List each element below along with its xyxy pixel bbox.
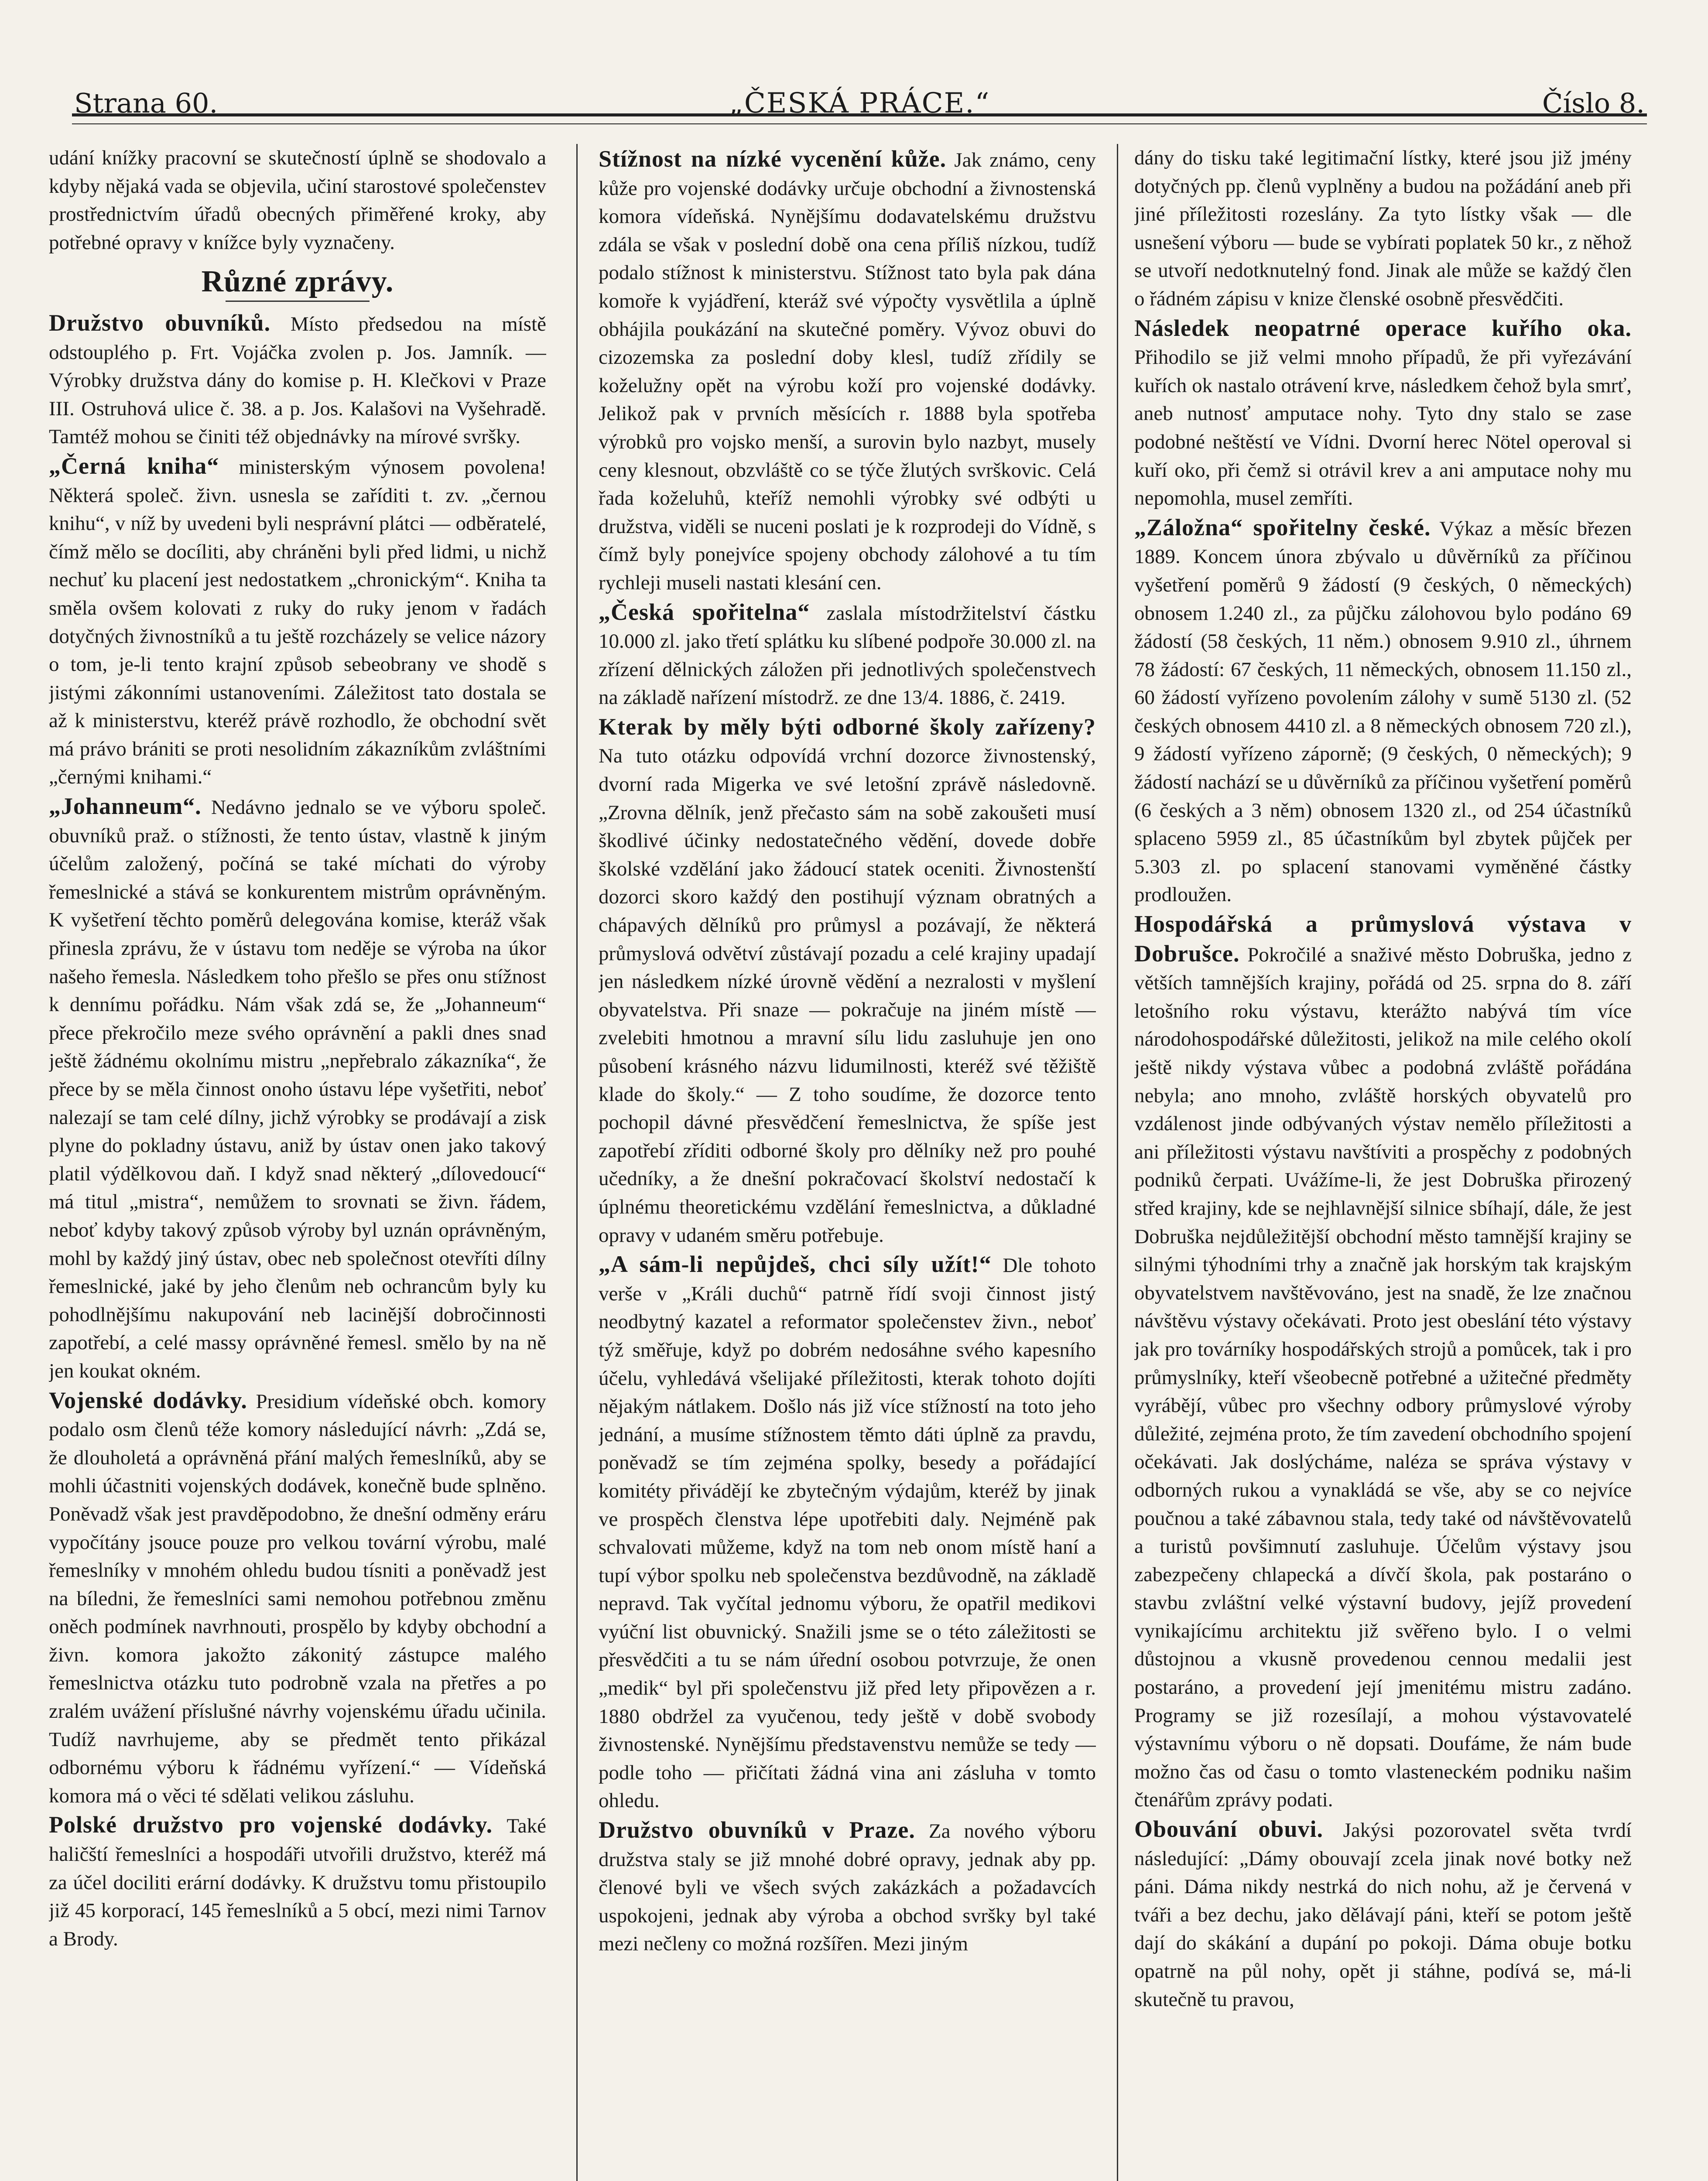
article-lead: Obouvání obuvi. (1134, 1816, 1323, 1843)
article (599, 598, 1096, 712)
article (49, 1386, 546, 1810)
article-lead: „Česká spořitelna“ (599, 598, 810, 625)
article-lead: „A sám-li nepůjdeš, chci síly užít!“ (599, 1251, 992, 1278)
header-rule (72, 113, 1647, 124)
page-number: Strana 60. (74, 87, 218, 119)
continued-paragraph: udání knížky pracovní se skutečností úplně se shodovalo a kdyby nějaká vada se objevila, učiní starostové společenstev prostřednictvím úřadů obecných přiměřené kroky, aby potřebné opravy v knížce byly vyznačeny. (49, 147, 546, 254)
article (1134, 314, 1632, 513)
article-lead: Polské družstvo pro vojenské dodávky. (49, 1812, 493, 1838)
article-text: Místo předsedou na místě odstouplého p. Frt. Vojáčka zvolen p. Jos. Jamník. — Výrobky družstva dány do komise p. H. Klečkovi v Praze III. Ostruhová ulice č. 38. a p. Jos. Kalašovi na Vyšehradě. Tamtéž mohou se činiti též objednávky na mírové svršky. (49, 312, 546, 448)
section-heading: Různé zprávy. (201, 265, 394, 299)
article (599, 1816, 1096, 1958)
article-text: Nedávno jednalo se ve výboru společ. obuvníků praž. o stížnosti, že tento ústav, vlastně k jiným účelům založený, počíná se také míchati do výroby řemeslnické a stává se konkurentem mistrům oprávněným. K vyšetření těchto poměrů delegována komise, kteráž však přinesla zprávu, že v ústavu tom neděje se výroba na úkor našeho řemesla. Následkem toho přešlo se přes onu stížnost k dennímu pořádku. Nám však zdá se, že „Johanneum“ přece překročilo meze svého oprávnění a pakli dnes snad ještě žádnému okolnímu mistru „nepřebralo zákazníka“, že přece by se měla činnost onoho ústavu lépe vyšetřiti, neboť nalezají se tam celé dílny, jichž výrobky se prodávají a zisk plyne do pokladny ústavu, aniž by ústav onen jako takový platil výdělkovou daň. I když snad některý „dílovedoucí“ má titul „mistra“, nemůžem to srovnati se živn. řádem, neboť kdyby takový způsob výroby byl uznán oprávněným, mohl by každý jiný ústav, obec neb společnost otevříti dílny řemeslnické, jaké by jeho členům neb ochrancům byly ku pohodlnějšímu nakupování neb lacinější dobročinnosti zapotřebí, a celé massy oprávněné řemesl. smělo by na ně jen koukat okném. (49, 796, 546, 1382)
article (1134, 910, 1632, 1814)
article-text: Jak známo, ceny kůže pro vojenské dodávky určuje obchodní a živnostenská komora vídeňská. Nynějšímu dodavatelskému družstvu zdála se však v poslední době ona cena příliš nízkou, tudíž podalo stížnost k ministerstvu. Stížnost tato byla pak dána komoře k vyjádření, kteráž své výpočty vysvětlila a úplně obhájila poukázání na skutečné poměry. Vývoz obuvi do cizozemska za poslední doby klesl, tudíž zřídily se koželužny opět na výrobu koží pro vojenské dodávky. Jelikož pak v prvních měsících r. 1888 byla spotřeba výrobků pro vojsko menší, a surovin bylo nazbyt, musely ceny klesnout, obzvláště co se týče žlutých svrškovic. Celá řada koželuhů, kteříž nemohli výrobky své odbýti u družstva, viděli se nuceni poslati je k rozprodeji do Vídně, s čímž byly ponejvíce spojeny obchody zálohové a tu tím rychleji museli nastati klesání cen. (599, 149, 1096, 594)
column-divider (1117, 144, 1118, 2181)
article-text: Jakýsi pozorovatel světa tvrdí následující: „Dámy obouvají zcela jinak nové botky než páni. Dáma nikdy nestrká do nich nohu, až je červená v tváři a bez dechu, jako dělávají páni, kteří se potom ještě dají do skákání a dupání po pokoji. Dáma obuje botku opatrně na půl nohy, opět ji stáhne, podívá se, má-li skutečně tu pravou, (1134, 1819, 1632, 2011)
column-left (49, 144, 546, 2181)
article (49, 1811, 546, 1953)
article (49, 309, 546, 451)
article-lead: Družstvo obuvníků. (49, 309, 271, 336)
column-middle (599, 144, 1096, 2181)
article-text: Pokročilé a snaživé město Dobruška, jedno z větších tamnějších krajiny, pořádá od 25. srpna do 8. září letošního roku výstavu, kterážto nabývá tím více národohospodářské důležitosti, jelikož na mile celého okolí ještě nikdy výstava vůbec a podobná zvláště pořádána nebyla; ano mnoho, zvláště horských obyvatelů pro vzdálenost jinde odbývaných výstav nemělo příležitosti a ani příležitosti výstavu navštíviti a prospěchy z podobných podniků čerpati. Uvážíme-li, že jest Dobruška přirozený střed krajiny, kde se nejhlavnější silnice sbíhají, dále, že jest Dobruška nejdůležitější obchodní město tamnější krajiny se silnými týhodními trhy a značně jak horským tak krajským obyvatelstvem navštěvováno, jest na snadě, že lze značnou návštěvu výstavy očekávati. Proto jest obeslání této výstavy jak pro továrníky hospodářských strojů a pomůcek, tak i pro průmyslníky, kteří všeobecně potřebné a užitečné předměty vyrábějí, vůbec pro všechny odbory průmyslové výroby důležité, zejména proto, že tím zavedení obchodního spojení očekávati. Jak doslýcháme, naléza se správa výstavy v odborných rukou a vynakládá se vše, aby se co nejvíce poučnou a také zábavnou stala, tedy také od návštěvovatelů a turistů povšimnutí zasluhuje. Účelům výstavy jsou zabezpečeny chlapecká a dívčí škola, pak postaráno o stavbu zvláštní velké výstavní budovy, jejíž provedení vynikajícímu architektu již svěřeno bylo. I o velmi důstojnou a vkusně provedenou cennou medalii jest postaráno, a provedení její jmenitému mistru zadáno. Programy se již rozesílají, a mohou výstavovatelé výstavnímu výboru o ně dopsati. Doufáme, že nám bude možno čas od času o tomto vlasteneckém podniku našim čtenářům zprávy podati. (1134, 943, 1632, 1812)
article-text: Na tuto otázku odpovídá vrchní dozorce živnostenský, dvorní rada Migerka ve své letošní zprávě následovně. „Zrovna dělník, jenž přečasto sám na sobě zakoušeti musí škodlivé účinky nedostatečného vědění, dovede dobře školské vzdělání jako žádoucí statek oceniti. Živnostenští dozorci skoro každý den postihují význam obratných a chápavých dělníků pro průmysl a pozávají, že některá průmyslová odvětví zůstávají pozadu a celé krajiny upadají jen následkem nízké úrovně vědění a nezralosti v myšlení obyvatelstva. Při snaze — pokračuje na jiném místě — zvelebiti hmotnou a mravní sílu lidu zasluhuje jen ono působení krásného názvu lidumilnosti, kteréž své těžiště klade do školy.“ — Z toho soudíme, že dozorce tento pochopil dávné přesvědčení řemeslnictva, že spíše jest zapotřebí zříditi odborné školy pro dělníky než pro pouhé učedníky, a že dnešní pokračovací školství nedostačí k úplnému theoretickému vzdělání řemeslnictva, a důkladné opravy v udaném směru potřebuje. (599, 745, 1096, 1247)
article-lead: Hospodářská a průmyslová výstava v Dobrušce. (1134, 911, 1632, 967)
issue-number: Číslo 8. (1542, 87, 1645, 119)
article-text: Dle tohoto verše v „Králi duchů“ patrně řídí svoji činnost jistý neodbytný kazatel a reformator společenstev živn., neboť týž směřuje, když po dobrém nedosáhne svého kapesního účelu, vyhledává všelijaké příležitosti, kterak tohoto dojíti nějakým nátlakem. Došlo nás již více stížností na toto jeho jednání, a musíme stížnostem těmto dáti úplně za pravdu, poněvadž se tím zejména spolky, besedy a pořádající komitéty přivádějí ke zbytečným výdajům, kteréž by jinak ve prospěch členstva lépe upotřebiti daly. Nejméně pak schvalovati můžeme, když na tom neb onom místě haní a tupí výbor spolku neb společenstva bezdůvodně, na základě nepravd. Tak vyčítal jednomu výboru, že opatřil medikovi vyúční list obuvnický. Snažili jsme se o této záležitosti se přesvědčiti a tu se nám úřední osobou potvrzuje, že onen „medik“ byl při společenstvu již před lety připovězen a r. 1880 obdržel za vyučenou, tedy ještě v době svobody živnostenské. Nynějšímu představenstvu nemůže se tedy — podle toho — přičítati žádná vina ani zásluha v tomto ohledu. (599, 1254, 1096, 1812)
article-lead: Vojenské dodávky. (49, 1387, 247, 1413)
article (599, 1250, 1096, 1815)
article-lead: „Černá kniha“ (49, 452, 219, 479)
article (1134, 513, 1632, 909)
article-lead: Družstvo obuvníků v Praze. (599, 1817, 915, 1843)
article-lead: „Johanneum“. (49, 793, 202, 820)
article (599, 145, 1096, 597)
article-lead: Stížnost na nízké vycenění kůže. (599, 146, 947, 172)
continued-paragraph: dány do tisku také legitimační lístky, které jsou již jmény dotyčných pp. členů vyplněny a budou na požádání aneb při jiné příležitosti rozeslány. Za tyto lístky však — dle usnešení výboru — bude se vybírati poplatek 50 kr., z něhož se utvoří nedotknutelný fond. Jinak ale může se každý člen o řádném zápisu v knize členské osobně přesvědčiti. (1134, 147, 1632, 310)
article (49, 792, 546, 1385)
article-text: Presidium vídeňské obch. komory podalo osm členů téže komory následující návrh: „Zdá se, že dlouholetá a oprávněná přání malých řemeslníků, aby se mohli účastniti vojenských dodávek, konečně bude splněno. Poněvadž však jest pravděpodobno, že dnešní odměny eráru vypočítány jsouce pouze pro velkou tovární výrobu, malé řemeslníky v mnohém ohledu budou tísniti a poněvadž jest na bíledni, že řemeslníci sami nemohou potřebnou změnu oněch podmínek navrhnouti, prospělo by kdyby obchodní a živn. komora jakožto zákonitý zástupce malého řemeslnictva otázku tuto podrobně vzala na přetřes a po zralém uvážení příslušné návrhy vojenskému úřadu učinila. Tudíž navrhujeme, aby se předmět tento přikázal odbornému výboru k řádnému vyřízení.“ — Vídeňská komora má o věci té sdělati velikou zásluhu. (49, 1390, 546, 1807)
heading-rule (226, 301, 370, 302)
article-text: Přihodilo se již velmi mnoho případů, že při vyřezávání kuřích ok nastalo otrávení krve, následkem čehož byla smrť, aneb nutnosť amputace nohy. Tyto dny stalo se zase podobné neštěstí ve Vídni. Dvorní herec Nötel operoval si kuří oko, při čemž si otrávil krev a ani amputace nohy mu nepomohla, musel zemříti. (1134, 346, 1632, 510)
article-text: Za nového výboru družstva staly se již mnohé dobré opravy, jednak aby pp. členové byli ve všech svých zakázkách a požadavcích uspokojeni, jednak aby výroba a obchod svršky byl také mezi nečleny co možná rozšířen. Mezi jiným (599, 1820, 1096, 1955)
article-lead: Kterak by měly býti odborné školy zařízeny? (599, 713, 1096, 740)
article (1134, 1815, 1632, 2013)
article-text: zaslala místodržitelství částku 10.000 zl. jako třetí splátku ku slíbené podpoře 30.000 zl. na zřízení dělnických záložen při jednotlivých společenstvech na základě nařízení místodrž. ze dne 13/4. 1886, č. 2419. (599, 602, 1096, 709)
article (49, 452, 546, 791)
journal-title: „ČESKÁ PRÁCE.“ (729, 87, 990, 120)
column-divider (576, 144, 578, 2181)
article-lead: „Záložna“ spořitelny české. (1134, 514, 1431, 540)
article-text: ministerským výnosem povolena! Některá společ. živn. usnesla se zaříditi t. zv. „černou knihu“, v níž by uvedeni byli nesprávní plátci — odběratelé, čímž mělo se docíliti, aby chráněni byli před lidmi, u nichž nechuť ku placení jest nedostatkem „chronickým“. Kniha ta směla ovšem kolovati z ruky do ruky jenom v řadách dotyčných živnostníků a tu ještě rozcházely se velice názory o tom, je-li tento krajní způsob sebeobrany ve shodě s jistými zákonními ustanoveními. Záležitost tato dostala se až k ministerstvu, kteréž právě rozhodlo, že obchodní svět má právo brániti se proti nesolidním zákazníkům zvláštními „černými knihami.“ (49, 455, 546, 789)
article-text: Také haličští řemeslníci a hospodáři utvořili družstvo, kteréž má za účel dociliti erární dodávky. K družstvu tomu přistoupilo již 45 korporací, 145 řemeslníků a 5 obcí, mezi nimi Tarnov a Brody. (49, 1815, 546, 1950)
article (599, 713, 1096, 1249)
article-text: Výkaz a měsíc březen 1889. Koncem února zbývalo u důvěrníků za příčinou vyšetření poměrů 9 žádostí (9 českých, 0 německých) obnosem 1.240 zl., za půjčku zálohovou bylo podáno 69 žádostí (58 českých, 11 něm.) obnosem 9.910 zl., úhrnem 78 žádostí: 67 českých, 11 německých, obnosem 11.150 zl., 60 žádostí vyřízeno povolením zálohy v sumě 5130 zl. (52 českých obnosem 4410 zl. a 8 německých obnosem 720 zl.), 9 žádostí vyřízeno záporně; (9 českých, 0 německých); 9 žádostí nachází se u důvěrníků za příčinou vyšetření poměrů (6 českých a 3 něm) obnosem 1320 zl., od 254 účastníků splaceno 5959 zl., 85 účastníkům byl zbytek půjček per 5.303 zl. po splacení stanovami vyměněné částky prodloužen. (1134, 517, 1632, 906)
column-right (1134, 144, 1632, 2181)
article-lead: Následek neopatrné operace kuřího oka. (1134, 315, 1632, 341)
